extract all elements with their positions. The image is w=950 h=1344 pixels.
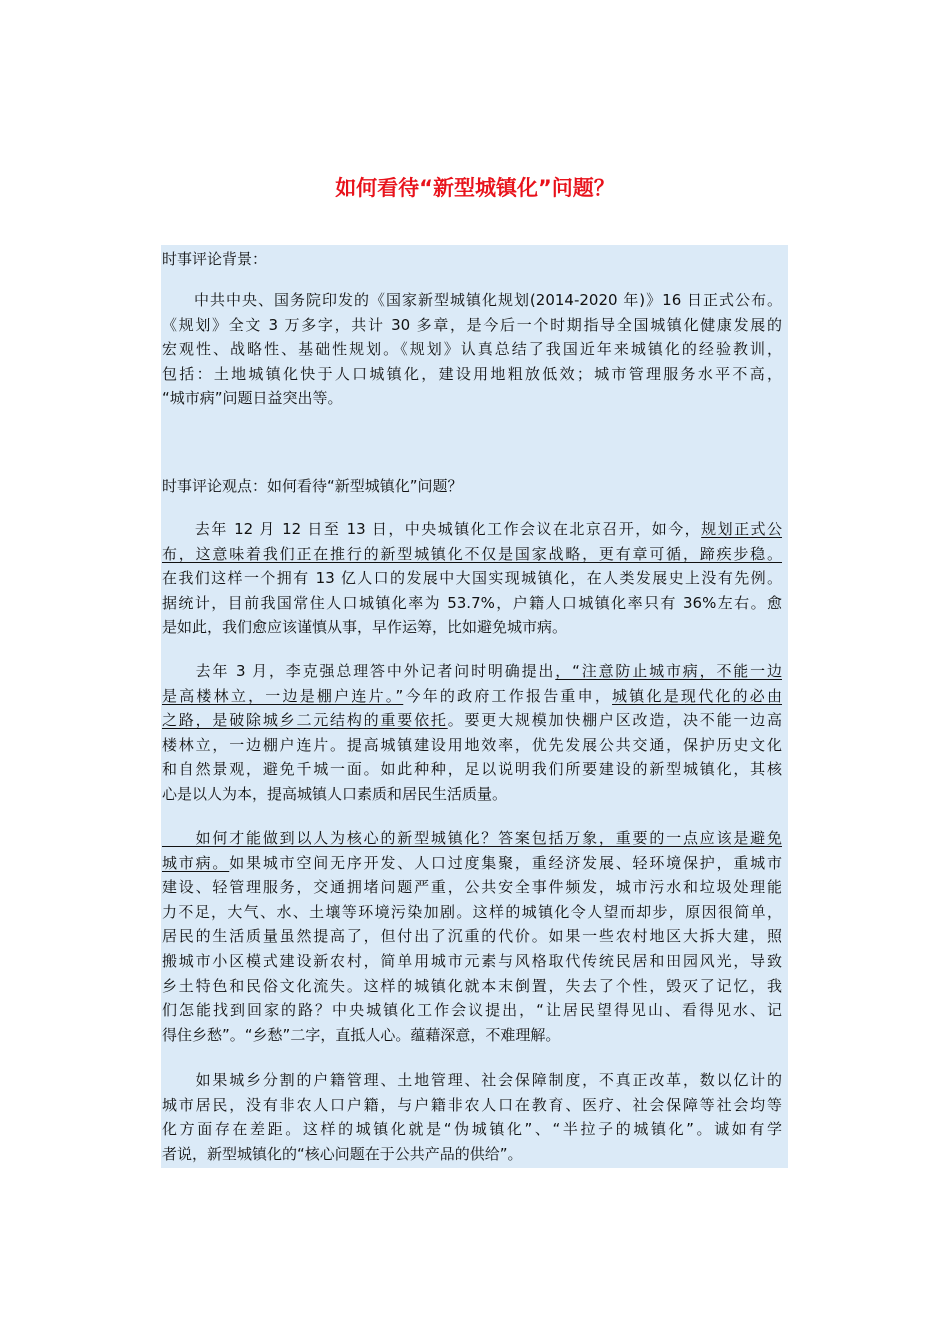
text-segment: 去年 3 月，李克强总理答中外记者问时明确提出 [162, 662, 556, 680]
paragraph-line: 居民的生活质量虽然提高了，但付出了沉重的代价。如果一些农村地区大拆大建，照 [162, 927, 782, 946]
paragraph-line: 是如此，我们愈应该谨慎从事，早作运筹，比如避免城市病。 [162, 618, 568, 637]
viewpoint-paragraph-4 [162, 1068, 782, 1166]
underlined-segment: 城镇化是现代化的必由 [612, 686, 782, 705]
paragraph-line [162, 684, 782, 709]
paragraph-line [162, 851, 782, 876]
background-line: 宏观性、战略性、基础性规划。《规划》认真总结了我国近年来城镇化的经验教训， [162, 340, 782, 359]
paragraph-line [162, 517, 782, 542]
paragraph-line: 化方面存在差距。这样的城镇化就是“伪城镇化”、“半拉子的城镇化”。诚如有学 [162, 1120, 782, 1139]
underlined-segment: 之路，是破除城乡二元结构的重要依托 [162, 711, 448, 730]
paragraph-line: 城市居民，没有非农人口户籍，与户籍非农人口在教育、医疗、社会保障等社会均等 [162, 1095, 782, 1114]
paragraph-line [162, 659, 782, 684]
paragraph-line: 如何才能做到以人为核心的新型城镇化？答案包括万象，重要的一点应该是避免 [162, 829, 782, 847]
paragraph-line: 搬城市小区模式建设新农村，简单用城市元素与风格取代传统民居和田园风光，导致 [162, 951, 782, 970]
background-label: 时事评论背景： [162, 250, 268, 268]
background-line: 《规划》全文 3 万多字，共计 30 多章，是今后一个时期指导全国城镇化健康发展的 [162, 315, 782, 334]
paragraph-line: 据统计，目前我国常住人口城镇化率为 53.7%，户籍人口城镇化率只有 36%左右。愈 [162, 593, 782, 612]
paragraph-line: 者说，新型城镇化的“核心问题在于公共产品的供给”。 [162, 1144, 523, 1163]
paragraph-line: 布，这意味着我们正在推行的新型城镇化不仅是国家战略，更有章可循，蹄疾步稳。 [162, 544, 782, 563]
background-line: “城市病”问题日益突出等。 [162, 389, 343, 408]
underlined-segment: ，“注意防止城市病，不能一边 [555, 662, 782, 680]
text-segment: 。要更大规模加快棚户区改造，决不能一边高 [447, 711, 782, 730]
paragraph-line: 乡土特色和民俗文化流失。这样的城镇化就本末倒置，失去了个性，毁灭了记忆，我 [162, 976, 782, 995]
text-segment: 今年的政府工作报告重申， [403, 686, 613, 705]
paragraph-line: 得住乡愁”。“乡愁”二字，直抵人心。蕴藉深意，不难理解。 [162, 1025, 561, 1044]
underlined-segment: 规划正式公 [701, 520, 782, 538]
paragraph-line: 们怎能找到回家的路？中央城镇化工作会议提出，“让居民望得见山、看得见水、记 [162, 1001, 782, 1020]
viewpoint-paragraph-3 [162, 826, 782, 1047]
text-segment: 去年 12 月 12 日至 13 日，中央城镇化工作会议在北京召开，如今， [162, 520, 702, 538]
paragraph-line: 心是以人为本，提高城镇人口素质和居民生活质量。 [162, 784, 508, 803]
paragraph-line: 楼林立，一边棚户连片。提高城镇建设用地效率，优先发展公共交通，保护历史文化 [162, 735, 782, 754]
underlined-segment: 是高楼林立，一边是棚户连片。” [162, 686, 404, 705]
paragraph-line [162, 708, 782, 733]
background-line: 包括：土地城镇化快于人口城镇化，建设用地粗放低效；城市管理服务水平不高， [162, 364, 782, 383]
background-line: 中共中央、国务院印发的《国家新型城镇化规划(2014-2020 年)》16 日正式公布。 [162, 291, 782, 309]
viewpoint-paragraph-2 [162, 659, 782, 807]
paragraph-line: 和自然景观，避免千城一面。如此种种，足以说明我们所要建设的新型城镇化，其核 [162, 760, 782, 779]
background-paragraph [162, 288, 782, 411]
paragraph-line: 如果城乡分割的户籍管理、土地管理、社会保障制度，不真正改革，数以亿计的 [162, 1071, 782, 1089]
underlined-segment: 城市病。 [162, 853, 230, 872]
text-segment: 如果城市空间无序开发、人口过度集聚，重经济发展、轻环境保护，重城市 [229, 853, 782, 872]
paragraph-line: 建设、轻管理服务，交通拥堵问题严重，公共安全事件频发，城市污水和垃圾处理能 [162, 878, 782, 897]
viewpoint-paragraph-1 [162, 517, 782, 640]
page-title: 如何看待“新型城镇化”问题？ [335, 176, 615, 200]
viewpoint-label: 时事评论观点：如何看待“新型城镇化”问题？ [162, 477, 463, 495]
paragraph-line: 力不足，大气、水、土壤等环境污染加剧。这样的城镇化令人望而却步，原因很简单， [162, 902, 782, 921]
paragraph-line: 在我们这样一个拥有 13 亿人口的发展中大国实现城镇化，在人类发展史上没有先例。 [162, 569, 782, 588]
